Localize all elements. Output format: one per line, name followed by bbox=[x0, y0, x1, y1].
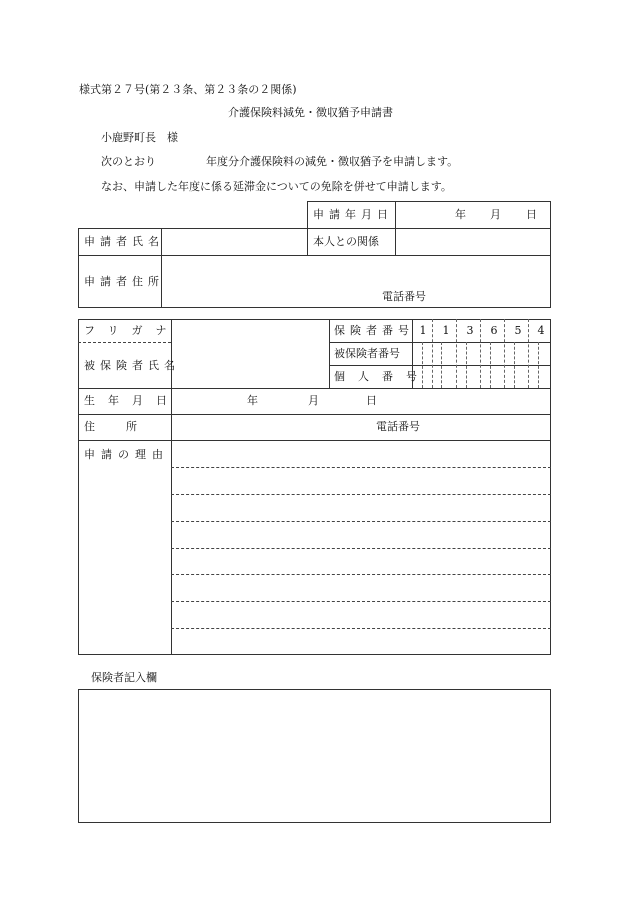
insured-number-label: 被保険者番号 bbox=[334, 347, 400, 360]
furigana-label: フリガナ bbox=[84, 324, 180, 337]
insured-address-label: 住 所 bbox=[84, 420, 140, 433]
insurer-digit: 5 bbox=[514, 324, 522, 337]
applicant-address-field[interactable] bbox=[162, 256, 550, 307]
insurer-entry-box[interactable] bbox=[78, 689, 551, 823]
reason-label: 申請の理由 bbox=[84, 448, 169, 461]
birthdate-label: 生年月日 bbox=[84, 394, 180, 407]
insurer-digit: 1 bbox=[442, 324, 450, 337]
application-date-label: 申請年月日 bbox=[313, 208, 393, 221]
insured-address-field[interactable] bbox=[172, 415, 367, 439]
insurer-number-label: 保険者番号 bbox=[334, 324, 414, 337]
form-title: 介護保険料減免・徴収猶予申請書 bbox=[228, 106, 393, 119]
insured-phone-label: 電話番号 bbox=[376, 420, 420, 433]
birthdate-year: 年 bbox=[247, 394, 258, 407]
statement-line2: なお、申請した年度に係る延滞金についての免除を併せて申請します。 bbox=[101, 180, 452, 193]
personal-number-field[interactable] bbox=[413, 366, 550, 387]
insured-number-field[interactable] bbox=[413, 343, 550, 364]
application-date-year: 年 bbox=[455, 208, 466, 221]
insurer-digit: 1 bbox=[419, 324, 427, 337]
statement-line1: 年度分介護保険料の減免・徴収猶予を申請します。 bbox=[206, 155, 459, 168]
application-date-month: 月 bbox=[490, 208, 501, 221]
birthdate-month: 月 bbox=[308, 394, 319, 407]
applicant-name-label: 申請者氏名 bbox=[84, 235, 164, 248]
insurer-section-label: 保険者記入欄 bbox=[91, 671, 157, 684]
application-date-day: 日 bbox=[526, 208, 537, 221]
insurer-digit: 3 bbox=[466, 324, 474, 337]
applicant-name-field[interactable] bbox=[162, 229, 306, 254]
relation-label: 本人との関係 bbox=[313, 235, 379, 248]
insurer-digit: 6 bbox=[490, 324, 498, 337]
furigana-field[interactable] bbox=[172, 320, 328, 341]
insured-name-field[interactable] bbox=[172, 343, 328, 387]
applicant-address-label: 申請者住所 bbox=[84, 275, 164, 288]
form-number: 様式第２７号(第２３条、第２３条の２関係) bbox=[79, 83, 297, 96]
insurer-digit: 4 bbox=[537, 324, 545, 337]
insured-name-label: 被保険者氏名 bbox=[84, 359, 180, 372]
addressee: 小鹿野町長 様 bbox=[101, 131, 178, 144]
statement-prefix: 次のとおり bbox=[101, 155, 156, 168]
birthdate-day: 日 bbox=[366, 394, 377, 407]
relation-field[interactable] bbox=[396, 229, 550, 254]
personal-number-label: 個人番号 bbox=[334, 370, 430, 383]
applicant-phone-label: 電話番号 bbox=[382, 290, 426, 303]
reason-field[interactable] bbox=[172, 441, 550, 654]
